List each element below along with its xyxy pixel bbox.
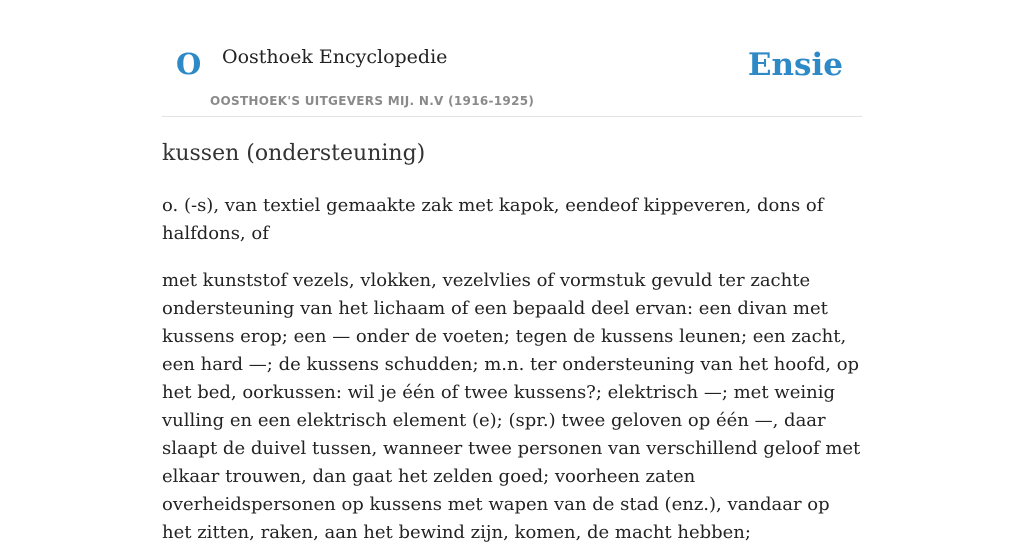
publisher-subtitle: OOSTHOEK'S UITGEVERS MIJ. N.V (1916-1925) bbox=[210, 94, 535, 108]
article-title: kussen (ondersteuning) bbox=[162, 141, 426, 166]
article-paragraph: met kunststof vezels, vlokken, vezelvlies of vormstuk gevuld ter zachte ondersteuning van het lichaam of een bepaald deel ervan: een divan met kussens erop; een — onder de voeten; tegen de kussens leunen; een zacht, een hard —; de kussens schudden; m.n. ter ondersteuning van het hoofd, op het bed, oorkussen: wil je één of twee kussens?; elektrisch —; met weinig vulling en een elektrisch element (e); (spr.) twee geloven op één —, daar slaapt de duivel tussen, wanneer twee personen van verschillend geloof met elkaar trouwen, dan gaat het zelden goed; voorheen zaten overheidspersonen op kussens met wapen van de stad (enz.), vandaar op het zitten, raken, aan het bewind zijn, komen, de macht hebben; bbox=[162, 270, 861, 543]
article bbox=[162, 138, 862, 547]
site-header bbox=[162, 0, 862, 117]
brand-logo-link[interactable]: Ensie bbox=[747, 47, 843, 83]
article-paragraph: o. (-s), van textiel gemaakte zak met kapok, eendeof kippeveren, dons of halfdons, of bbox=[162, 195, 824, 244]
logo-icon[interactable]: O bbox=[176, 47, 202, 81]
site-title-link[interactable]: Oosthoek Encyclopedie bbox=[222, 46, 448, 68]
